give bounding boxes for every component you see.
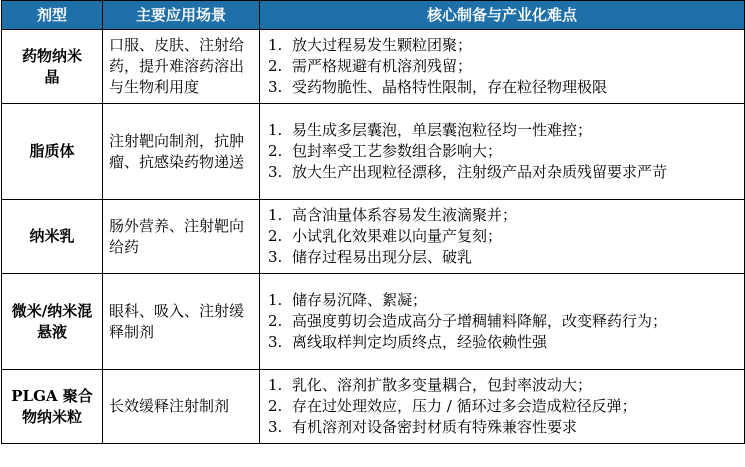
- difficulties-cell: [260, 30, 745, 104]
- difficulty-list: [264, 290, 740, 353]
- item-number: 3.: [268, 248, 283, 266]
- list-item: [264, 396, 740, 417]
- difficulties-cell: [260, 200, 745, 274]
- difficulties-cell: [260, 370, 745, 444]
- list-item: [264, 311, 740, 332]
- item-text: 乳化、溶剂扩散多变量耦合，包封率波动大；: [292, 376, 593, 394]
- difficulty-list: [264, 35, 740, 98]
- list-item: [264, 247, 740, 268]
- table-row: [2, 104, 745, 200]
- item-text: 储存易沉降、絮凝；: [292, 291, 428, 309]
- dosage-form-cell: 药物纳米晶: [2, 30, 103, 104]
- item-text: 放大生产出现粒径漂移，注射级产品对杂质残留要求严苛: [292, 163, 668, 181]
- item-number: 3.: [268, 78, 283, 96]
- item-text: 有机溶剂对设备密封材质有特殊兼容性要求: [292, 418, 578, 436]
- table-row: [2, 30, 745, 104]
- item-text: 高含油量体系容易发生液滴聚并；: [292, 206, 518, 224]
- list-item: [264, 56, 740, 77]
- application-cell: 长效缓释注射制剂: [103, 370, 260, 444]
- item-text: 需严格规避有机溶剂残留；: [292, 57, 473, 75]
- item-number: 3.: [268, 418, 283, 436]
- header-application: 主要应用场景: [103, 1, 260, 30]
- list-item: [264, 77, 740, 98]
- item-number: 3.: [268, 163, 283, 181]
- application-cell: 眼科、吸入、注射缓释制剂: [103, 274, 260, 370]
- list-item: [264, 162, 740, 183]
- list-item: [264, 35, 740, 56]
- dosage-form-cell: 纳米乳: [2, 200, 103, 274]
- item-text: 高强度剪切会造成高分子增稠辅料降解，改变释药行为；: [292, 312, 668, 330]
- list-item: [264, 417, 740, 438]
- item-number: 1.: [268, 121, 283, 139]
- list-item: [264, 290, 740, 311]
- difficulty-list: [264, 120, 740, 183]
- list-item: [264, 120, 740, 141]
- item-number: 2.: [268, 397, 283, 415]
- item-number: 2.: [268, 142, 283, 160]
- application-cell: 肠外营养、注射靶向给药: [103, 200, 260, 274]
- table-row: [2, 200, 745, 274]
- application-cell: 口服、皮肤、注射给药，提升难溶药溶出与生物利用度: [103, 30, 260, 104]
- dosage-form-cell: 微米/纳米混悬液: [2, 274, 103, 370]
- item-number: 1.: [268, 36, 283, 54]
- application-cell: 注射靶向制剂，抗肿瘤、抗感染药物递送: [103, 104, 260, 200]
- item-text: 受药物脆性、晶格特性限制，存在粒径物理极限: [292, 78, 608, 96]
- difficulty-list: [264, 375, 740, 438]
- item-number: 3.: [268, 333, 283, 351]
- item-text: 包封率受工艺参数组合影响大；: [292, 142, 503, 160]
- list-item: [264, 226, 740, 247]
- header-dosage-form: 剂型: [2, 1, 103, 30]
- item-text: 易生成多层囊泡，单层囊泡粒径均一性难控；: [292, 121, 593, 139]
- dosage-form-cell: 脂质体: [2, 104, 103, 200]
- formulation-table: [1, 0, 745, 444]
- item-number: 2.: [268, 312, 283, 330]
- header-row: [2, 1, 745, 30]
- item-number: 1.: [268, 376, 283, 394]
- table-row: [2, 274, 745, 370]
- item-text: 存在过处理效应，压力 / 循环过多会造成粒径反弹；: [292, 397, 637, 415]
- dosage-form-cell: PLGA 聚合物纳米粒: [2, 370, 103, 444]
- item-text: 小试乳化效果难以向量产复刻；: [292, 227, 503, 245]
- difficulty-list: [264, 205, 740, 268]
- item-text: 放大过程易发生颗粒团聚；: [292, 36, 473, 54]
- header-difficulties: 核心制备与产业化难点: [260, 1, 745, 30]
- difficulties-cell: [260, 104, 745, 200]
- difficulties-cell: [260, 274, 745, 370]
- item-text: 储存过程易出现分层、破乳: [292, 248, 473, 266]
- list-item: [264, 141, 740, 162]
- list-item: [264, 375, 740, 396]
- item-text: 离线取样判定均质终点，经验依赖性强: [292, 333, 548, 351]
- item-number: 1.: [268, 291, 283, 309]
- table-row: [2, 370, 745, 444]
- item-number: 2.: [268, 57, 283, 75]
- item-number: 2.: [268, 227, 283, 245]
- item-number: 1.: [268, 206, 283, 224]
- list-item: [264, 205, 740, 226]
- list-item: [264, 332, 740, 353]
